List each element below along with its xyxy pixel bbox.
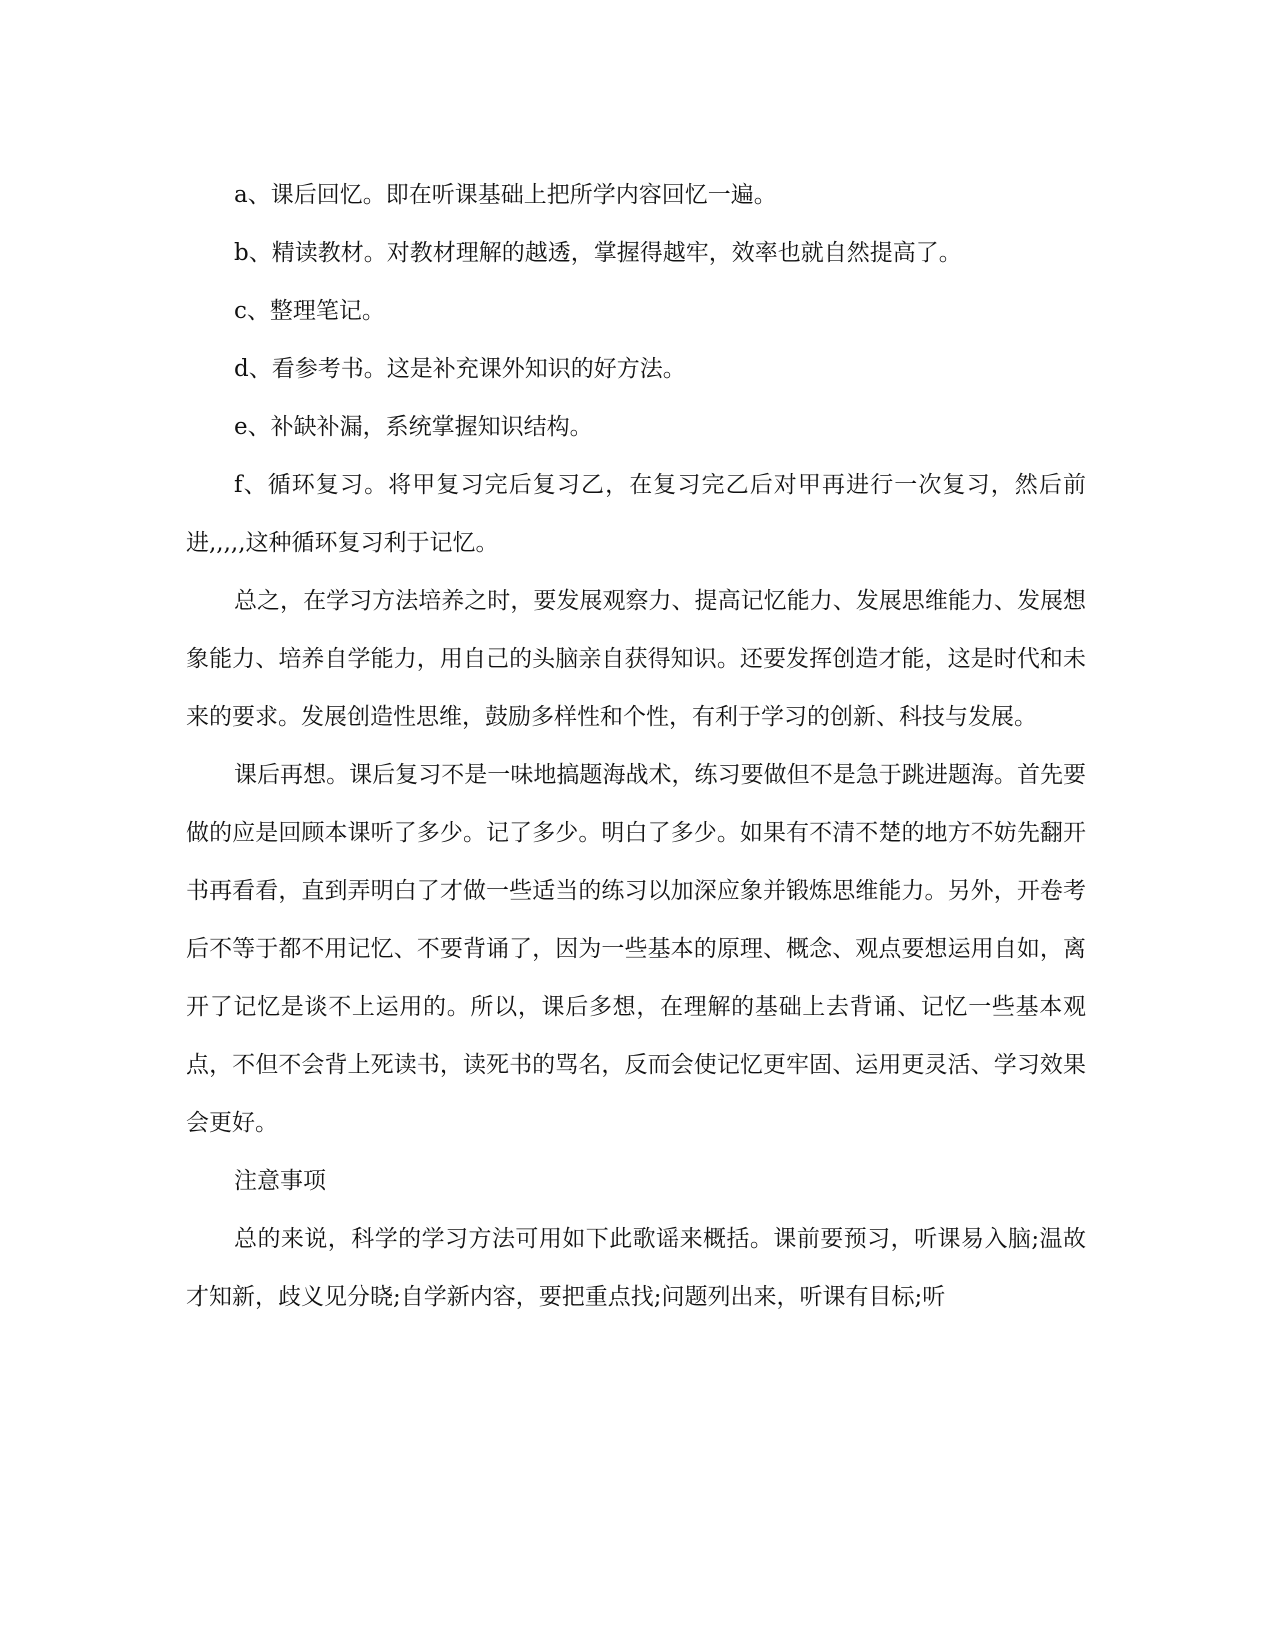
document-body — [186, 166, 1086, 1326]
paragraph-summary: 总之，在学习方法培养之时，要发展观察力、提高记忆能力、发展思维能力、发展想象能力、培养自学能力，用自己的头脑亲自获得知识。还要发挥创造才能，这是时代和未来的要求。发展创造性思维，鼓励多样性和个性，有利于学习的创新、科技与发展。 — [186, 588, 1086, 730]
paragraph-organize-notes: c、整理笔记。 — [234, 298, 385, 324]
paragraph-study-rhyme: 总的来说，科学的学习方法可用如下此歌谣来概括。课前要预习，听课易入脑;温故才知新，歧义见分晓;自学新内容，要把重点找;问题列出来，听课有目标;听 — [186, 1226, 1086, 1310]
paragraph-read-textbook: b、精读教材。对教材理解的越透，掌握得越牢，效率也就自然提高了。 — [234, 240, 962, 266]
paragraph-reference-books: d、看参考书。这是补充课外知识的好方法。 — [234, 356, 686, 382]
paragraph-cyclic-review: f、循环复习。将甲复习完后复习乙，在复习完乙后对甲再进行一次复习，然后前进,,,,,这种循环复习利于记忆。 — [186, 472, 1086, 556]
paragraph-review-recall: a、课后回忆。即在听课基础上把所学内容回忆一遍。 — [234, 182, 777, 208]
paragraph-after-class-thinking: 课后再想。课后复习不是一味地搞题海战术，练习要做但不是急于跳进题海。首先要做的应是回顾本课听了多少。记了多少。明白了多少。如果有不清不楚的地方不妨先翻开书再看看，直到弄明白了才做一些适当的练习以加深应象并锻炼思维能力。另外，开卷考后不等于都不用记忆、不要背诵了，因为一些基本的原理、概念、观点要想运用自如，离开了记忆是谈不上运用的。所以，课后多想，在理解的基础上去背诵、记忆一些基本观点，不但不会背上死读书，读死书的骂名，反而会使记忆更牢固、运用更灵活、学习效果会更好。 — [186, 762, 1086, 1136]
section-heading-notes: 注意事项 — [234, 1168, 326, 1194]
paragraph-fill-gaps: e、补缺补漏，系统掌握知识结构。 — [234, 414, 593, 440]
